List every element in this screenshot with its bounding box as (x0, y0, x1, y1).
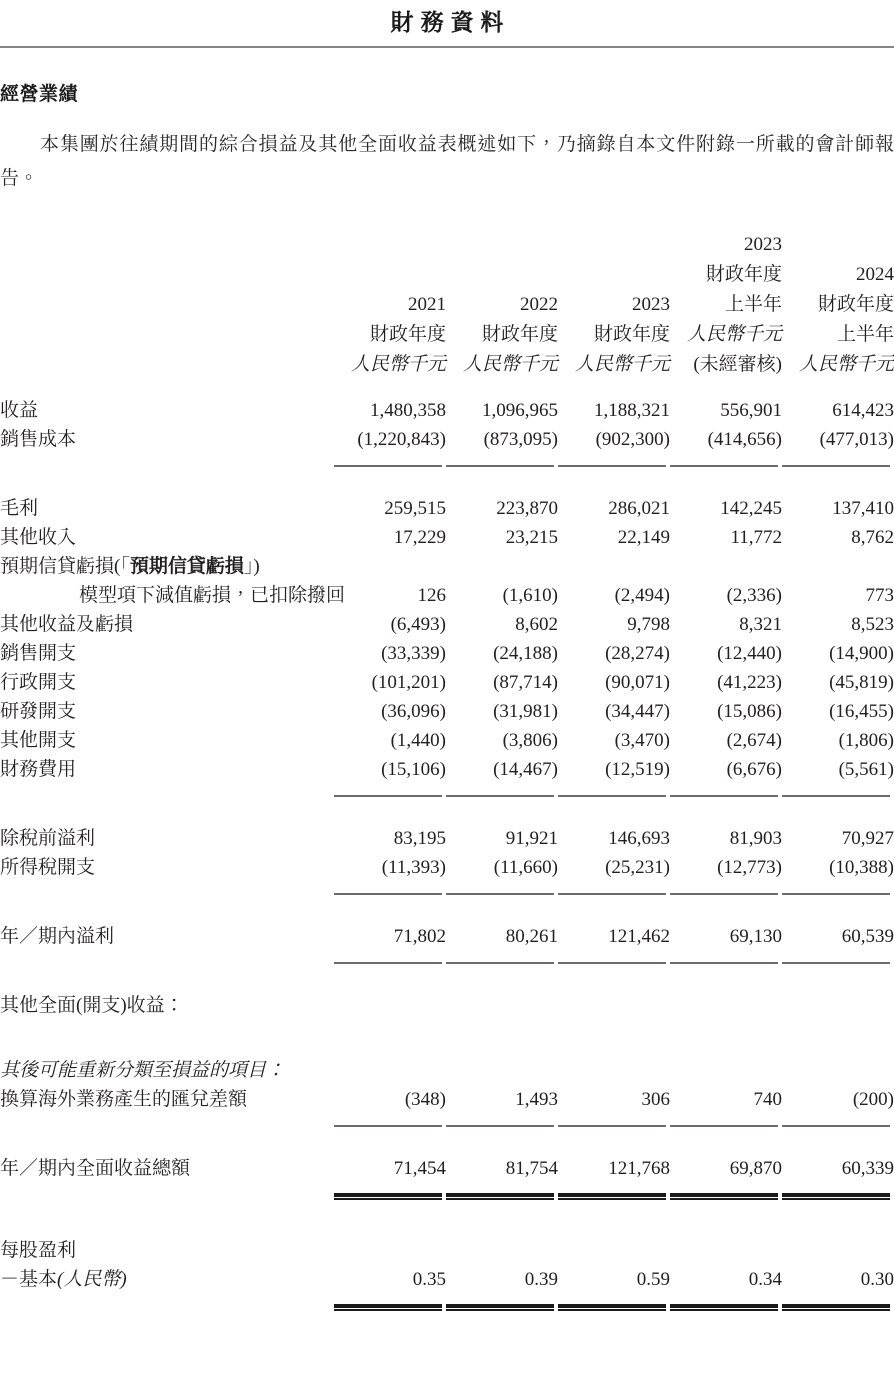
cell-value: 146,693 (608, 828, 670, 850)
row-label: 其他收益及虧損 (0, 614, 134, 636)
cell-value: 8,523 (851, 614, 894, 636)
cell-value: 8,602 (515, 614, 558, 636)
cell-value: (33,339) (381, 643, 446, 665)
cell-value: (14,900) (829, 643, 894, 665)
column-period: 財政年度 (817, 294, 894, 316)
column-unit: 人民幣千元 (462, 354, 558, 376)
cell-value: 22,149 (617, 527, 670, 549)
row-gap (0, 797, 894, 824)
cell-value: 306 (641, 1089, 670, 1111)
table-row-other-income (0, 523, 894, 552)
cell-value: 614,423 (832, 400, 894, 422)
column-half: 上半年 (724, 294, 782, 316)
header-spacer (0, 380, 894, 396)
double-rule-segment (670, 1304, 778, 1311)
column-unit: 人民幣千元 (686, 324, 782, 346)
cell-value: (25,231) (605, 857, 670, 879)
double-rule-segment (558, 1193, 666, 1200)
title-divider (0, 46, 894, 48)
column-year: 2023 (744, 234, 782, 256)
cell-value: 1,096,965 (482, 400, 558, 422)
ecl-label-pre: 預期信貸虧損(「 (0, 556, 130, 578)
double-rule-segment (446, 1304, 554, 1311)
section-heading: 經營業績 (0, 84, 79, 106)
cell-value: (11,660) (493, 857, 558, 879)
cell-value: (3,806) (502, 730, 558, 752)
column-year: 2022 (520, 294, 558, 316)
table-header-row (0, 230, 894, 380)
column-period: 財政年度 (481, 324, 558, 346)
row-label: 年／期內全面收益總額 (0, 1158, 191, 1180)
column-header-2023 (558, 230, 670, 380)
table-row-oci-heading (0, 991, 894, 1020)
cell-value: (45,819) (829, 672, 894, 694)
cell-value: (34,447) (605, 701, 670, 723)
cell-value: (36,096) (381, 701, 446, 723)
cell-value: 0.59 (636, 1269, 670, 1291)
row-label: 所得稅開支 (0, 857, 96, 879)
cell-value: (10,388) (829, 857, 894, 879)
cell-value: (41,223) (717, 672, 782, 694)
cell-value: 740 (753, 1089, 782, 1111)
row-gap (0, 467, 894, 494)
table-row-eps-heading (0, 1236, 894, 1265)
cell-value: (14,467) (493, 759, 558, 781)
cell-value: (90,071) (605, 672, 670, 694)
cell-value: (2,494) (614, 585, 670, 607)
column-unit: 人民幣千元 (574, 354, 670, 376)
eps-label-pre: －基本 (0, 1269, 58, 1291)
cell-value: 23,215 (505, 527, 558, 549)
cell-value: (5,561) (838, 759, 894, 781)
cell-value: (1,220,843) (357, 429, 446, 451)
table-body (0, 396, 894, 1311)
cell-value: (902,300) (595, 429, 670, 451)
row-gap (0, 895, 894, 922)
row-label: 收益 (0, 400, 39, 422)
cell-value: 81,754 (505, 1158, 558, 1180)
cell-value: 259,515 (384, 498, 446, 520)
row-gap (0, 964, 894, 991)
cell-value: 556,901 (720, 400, 782, 422)
cell-value: 1,480,358 (370, 400, 446, 422)
column-header-2022 (446, 230, 558, 380)
cell-value: (28,274) (605, 643, 670, 665)
financial-summary-table (0, 230, 894, 1311)
subtotal-rule (0, 951, 894, 964)
cell-value: (3,470) (614, 730, 670, 752)
cell-value: 0.39 (524, 1269, 558, 1291)
cell-value: 17,229 (393, 527, 446, 549)
row-label: 銷售成本 (0, 429, 77, 451)
cell-value: 142,245 (720, 498, 782, 520)
cell-value: 60,339 (841, 1158, 894, 1180)
cell-value: 71,454 (393, 1158, 446, 1180)
table-row-ecl-model (0, 581, 894, 610)
double-rule-segment (782, 1193, 890, 1200)
table-row-fx-translation (0, 1085, 894, 1114)
cell-value: 60,539 (841, 926, 894, 948)
row-label-ecl (0, 552, 334, 581)
cell-value: (2,336) (726, 585, 782, 607)
column-unit: 人民幣千元 (350, 354, 446, 376)
cell-value: 83,195 (393, 828, 446, 850)
eps-label-currency: (人民幣) (57, 1269, 127, 1291)
intro-paragraph: 本集團於往績期間的綜合損益及其他全面收益表概述如下，乃摘錄自本文件附錄一所載的會計師報告。 (0, 134, 894, 190)
subtotal-rule (0, 784, 894, 797)
cell-value: (200) (852, 1089, 894, 1111)
column-year: 2021 (408, 294, 446, 316)
page-title: 財務資料 (390, 10, 511, 35)
column-header-2021 (334, 230, 446, 380)
cell-value: 137,410 (832, 498, 894, 520)
cell-value: 121,462 (608, 926, 670, 948)
cell-value: (15,106) (381, 759, 446, 781)
subtotal-rule (0, 1114, 894, 1127)
cell-value: 9,798 (627, 614, 670, 636)
row-label: 行政開支 (0, 672, 77, 694)
row-label: 模型項下減值虧損，已扣除撥回 (79, 585, 346, 607)
total-double-rule (0, 1294, 894, 1311)
row-label-eps-basic (0, 1265, 334, 1294)
row-label: 研發開支 (0, 701, 77, 723)
table-row-other-gains-losses (0, 610, 894, 639)
cell-value: (1,440) (390, 730, 446, 752)
table-row-cost-of-sales (0, 425, 894, 454)
column-period: 財政年度 (593, 324, 670, 346)
row-label: 其他收入 (0, 527, 77, 549)
cell-value: (16,455) (829, 701, 894, 723)
table-row-profit-for-period (0, 922, 894, 951)
cell-value: 71,802 (393, 926, 446, 948)
table-row-revenue (0, 396, 894, 425)
cell-value: (12,519) (605, 759, 670, 781)
table-row-other-expenses (0, 726, 894, 755)
row-label: 財務費用 (0, 759, 77, 781)
double-rule-segment (334, 1193, 442, 1200)
cell-value: (348) (404, 1089, 446, 1111)
row-gap (0, 1127, 894, 1154)
column-audit-note: (未經審核) (693, 354, 782, 376)
cell-value: (6,493) (390, 614, 446, 636)
table-row-income-tax (0, 853, 894, 882)
column-year: 2023 (632, 294, 670, 316)
row-gap (0, 1020, 894, 1056)
row-label: 毛利 (0, 498, 39, 520)
cell-value: 70,927 (841, 828, 894, 850)
column-year: 2024 (856, 264, 894, 286)
cell-value: 91,921 (505, 828, 558, 850)
double-rule-segment (782, 1304, 890, 1311)
cell-value: (15,086) (717, 701, 782, 723)
table-row-selling-expenses (0, 639, 894, 668)
cell-value: 11,772 (730, 527, 782, 549)
cell-value: (1,806) (838, 730, 894, 752)
table-row-reclass-heading (0, 1056, 894, 1085)
cell-value: (87,714) (493, 672, 558, 694)
column-header-2023-h1 (670, 230, 782, 380)
subtotal-rule (0, 454, 894, 467)
cell-value: 1,188,321 (594, 400, 670, 422)
cell-value: (12,773) (717, 857, 782, 879)
row-label: 其他開支 (0, 730, 77, 752)
cell-value: (6,676) (726, 759, 782, 781)
column-period: 財政年度 (369, 324, 446, 346)
cell-value: 223,870 (496, 498, 558, 520)
table-row-gross-profit (0, 494, 894, 523)
cell-value: 773 (865, 585, 894, 607)
table-row-ecl-heading (0, 552, 894, 581)
table-row-finance-costs (0, 755, 894, 784)
row-label: 銷售開支 (0, 643, 77, 665)
reclass-heading: 其後可能重新分類至損益的項目： (0, 1060, 286, 1082)
cell-value: 0.30 (860, 1269, 894, 1291)
cell-value: 121,768 (608, 1158, 670, 1180)
cell-value: (477,013) (819, 429, 894, 451)
ecl-label-bold: 預期信貸虧損 (129, 556, 244, 578)
double-rule-segment (670, 1193, 778, 1200)
cell-value: 126 (417, 585, 446, 607)
table-header (0, 230, 894, 396)
cell-value: 0.34 (748, 1269, 782, 1291)
table-row-rnd-expenses (0, 697, 894, 726)
cell-value: (31,981) (493, 701, 558, 723)
table-row-total-comprehensive-income (0, 1154, 894, 1183)
cell-value: (2,674) (726, 730, 782, 752)
cell-value: 1,493 (515, 1089, 558, 1111)
ecl-label-post: 」) (243, 556, 260, 578)
column-period: 財政年度 (705, 264, 782, 286)
row-label: 年／期內溢利 (0, 926, 115, 948)
subtotal-rule (0, 882, 894, 895)
table-row-admin-expenses (0, 668, 894, 697)
cell-value: 0.35 (412, 1269, 446, 1291)
oci-heading: 其他全面(開支)收益： (0, 995, 184, 1017)
row-label: 換算海外業務產生的匯兌差額 (0, 1089, 248, 1111)
table-row-eps-basic (0, 1265, 894, 1294)
double-rule-segment (558, 1304, 666, 1311)
cell-value: (12,440) (717, 643, 782, 665)
row-label: 除稅前溢利 (0, 828, 96, 850)
column-header-2024-h1 (782, 230, 894, 380)
cell-value: (1,610) (502, 585, 558, 607)
cell-value: 8,762 (851, 527, 894, 549)
double-rule-segment (334, 1304, 442, 1311)
cell-value: 69,870 (729, 1158, 782, 1180)
cell-value: 286,021 (608, 498, 670, 520)
row-gap (0, 1200, 894, 1236)
cell-value: 80,261 (505, 926, 558, 948)
table-row-profit-before-tax (0, 824, 894, 853)
cell-value: (414,656) (707, 429, 782, 451)
header-label-blank (0, 230, 334, 380)
double-rule-segment (446, 1193, 554, 1200)
cell-value: 69,130 (729, 926, 782, 948)
total-double-rule (0, 1183, 894, 1200)
column-unit: 人民幣千元 (798, 354, 894, 376)
cell-value: (873,095) (483, 429, 558, 451)
cell-value: 81,903 (729, 828, 782, 850)
eps-heading: 每股盈利 (0, 1240, 77, 1262)
cell-value: (11,393) (381, 857, 446, 879)
cell-value: (101,201) (371, 672, 446, 694)
cell-value: (24,188) (493, 643, 558, 665)
cell-value: 8,321 (739, 614, 782, 636)
column-half: 上半年 (836, 324, 894, 346)
